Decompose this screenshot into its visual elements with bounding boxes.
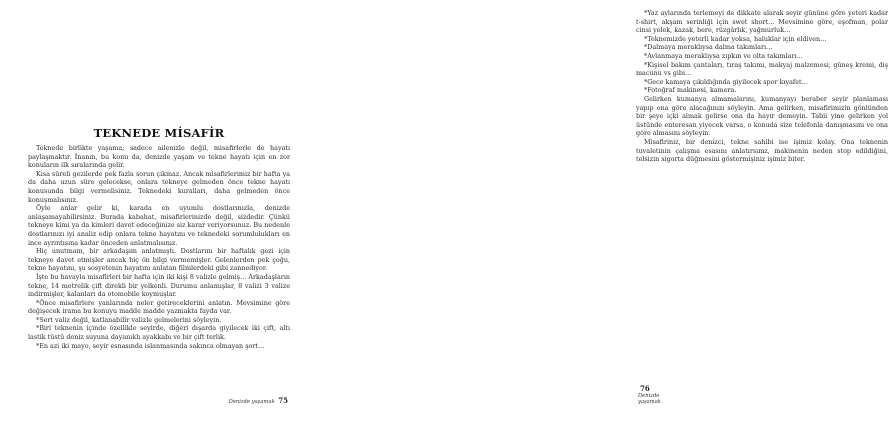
right-page xyxy=(300,0,888,427)
paragraph: Öyle anlar gelir ki, karada en uyumlu dostlarınızla, denizde anlaşamayabilirsiniz. Burada kabahat, misafirlerinizde değil, sizdedir. Çünkü tekneye kimi ya da kimleri davet edeceğinize siz karar veriyorsunuz. Bu nedenle dostlarınızı iyi analiz edip onlara tekne hayatını ve teknedeki sorumlulukları en ince ayrıntısına kadar önceden anlatmalısınız. xyxy=(28,204,290,247)
chapter-title: TEKNEDE MİSAFİR xyxy=(93,126,225,140)
list-item: *Kişisel bakım çantaları, tıraş takımı, makyaj malzemesi, güneş kremi, diş macunu vs gibi… xyxy=(636,60,888,78)
list-item: *Gece kamaya çıkıldığında giyilecek spor kıyafet… xyxy=(644,77,809,86)
list-item: *En azi iki mayo, seyir esnasında islanmasında sakınca olmayan şort… xyxy=(36,341,265,350)
paragraph: Kısa süreli gezilerde pek fazla sorun çıkmaz. Ancak misafirlerimiz bir hafta ya da daha uzun süre gelecekse, onlara tekneye gelmeden önce tekne hayatı konusunda bilgi vermelisiniz. Teknedeki kuralları, daha gelmeden önce konuşmalısınız. xyxy=(28,169,290,204)
list-item: *Önce misafirlere yanlarında neler getireceklerini anlatın. Mevsimine göre değişecek irama bu konuyu madde madde yazmakta fayda var. xyxy=(28,298,290,316)
list-item: *Biri teknenin içinde özellikle seyirde, diğeri dışarda giyilecek iki çift, altı lastik tüstü deniz suyuna dayanıklı ayakkabı ve bir çift terlik. xyxy=(28,324,290,342)
paragraph: İşte bu havayla misafirleri bir hafta için iki kişi 8 valizle gelmiş… Arkadaşların tekne, 14 metrelik çift direkli bir yelkenli. Durumu anlamışlar, 8 valizi 3 valize indirmişler, kalanları da otomobile koymuşlar. xyxy=(28,272,290,299)
list-item: *Fotoğraf makinesi, kamera. xyxy=(644,86,737,95)
paragraph: Misafiriniz, bir denizci, tekne sahibi ise işimiz kolay. Ona teknenin tuvaletinin çalışma esasını anlatırsınız, makinenin neden stop edildiğini, telsizin sigorta düğmesini göstermişiniz işimiz biter. xyxy=(636,137,888,164)
page-number: 75 xyxy=(278,396,288,405)
list-item: *Dalmaya meraklıysa dalma takımları… xyxy=(644,43,773,52)
right-page-footer xyxy=(638,384,661,405)
paragraph: Teknede birlikte yaşama; sadece ailenizle değil, misafirlerle de hayatı paylaşmaktır. İnanın, bu konu da, denizde yaşam ve tekne hayatı için en zor konuların ilk sıralarında gelir. xyxy=(28,144,290,170)
right-page-body xyxy=(636,9,888,164)
left-page xyxy=(0,0,300,427)
list-item: *Teknemizde yeterli kadar yoksa, haluklar için eldiven… xyxy=(644,34,827,43)
paragraph: Gelirken kumanya almamalarını, kumanyayı beraber seyir planlaması yapıp ona göre alacağınızı söyleyin. Ama gelirken, misafirimizin gönlünden bir şeye içki almak gelirse ona da hayır demeyin. Tabii yine gelirken yol üstünde enteresan yiyecek varsa, o konuda size telefonla danışmasını ve ona göre almasını söyleyin. xyxy=(636,94,888,138)
list-item: *Sert valiz değil, katlanabilir valizle gelmelerini söyleyin. xyxy=(36,315,222,324)
running-footer-label: Denizde yaşamak xyxy=(638,393,661,405)
left-page-footer xyxy=(229,396,290,405)
page-number: 76 xyxy=(640,384,650,393)
left-page-body xyxy=(28,144,290,350)
list-item: *Avlanmaya meraklıysa zıpkın ve olta takımları… xyxy=(644,51,803,60)
list-item: *Yaz aylarında terlemeyi de dikkate alarak seyir gününe göre yeteri kadar t-shirt, akşam serinliği için swet short… Mevsimine göre, eşofman, polar cinsi yelek, kazak, bere, rüzgârlık, yağmurluk… xyxy=(636,9,888,35)
running-footer-label: Denizde yaşamak xyxy=(228,399,275,405)
paragraph: Hiç unutmam, bir arkadaşım anlatmıştı. Dostlarını bir haftalık gezi için tekneye davet etmişler ancak hiç ön bilgi vermemişler. Gelenlerden pek çoğu, tekne hayatını, şu sosyetenin hayatını anlatan filmlerdeki gibi zannediyor. xyxy=(28,247,290,273)
